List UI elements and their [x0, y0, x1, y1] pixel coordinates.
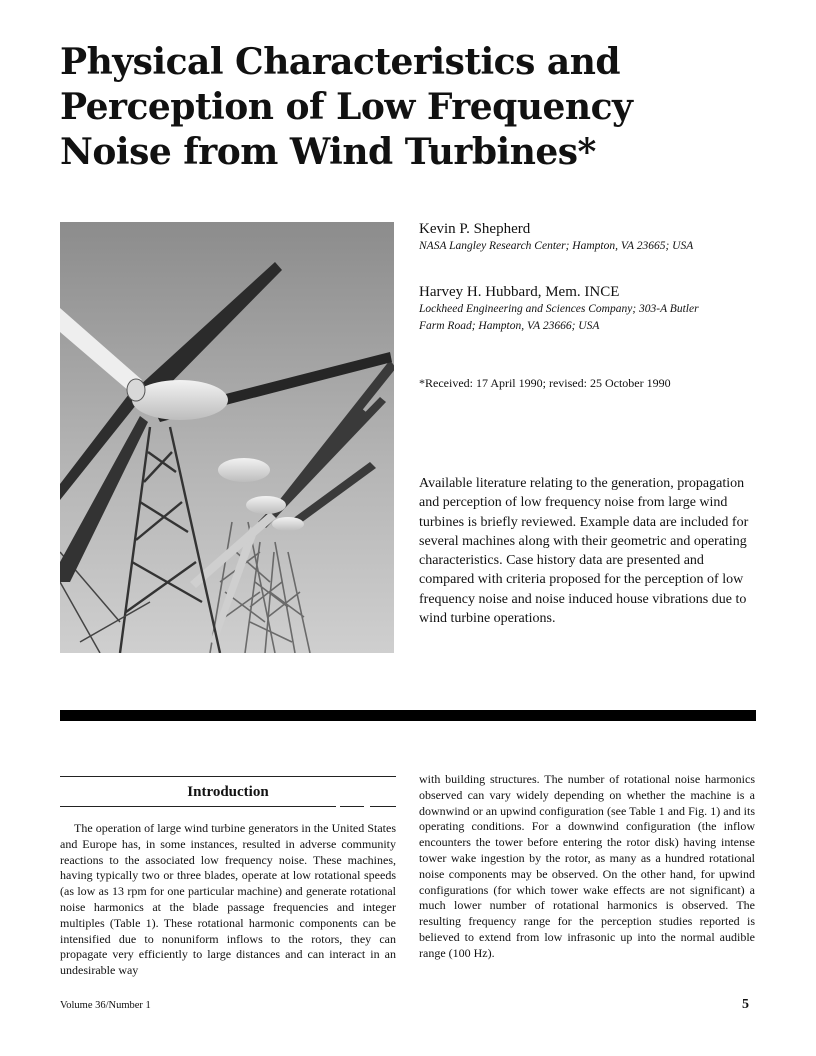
author-affiliation: Farm Road; Hampton, VA 23666; USA — [419, 320, 600, 332]
title-line: Noise from Wind Turbines* — [60, 131, 596, 173]
section-heading: Introduction — [187, 784, 269, 800]
article-title — [60, 40, 680, 175]
intro-paragraph-continued: with building structures. The number of rotational noise harmonics observed can vary widely depending on whether the machine is a downwind or an upwind configuration (see Table 1 and Fig. 1) and its operating conditions. For a downwind configuration (the inflow encounters the tower before entering the rotor disk) having intense tower wake ingestion by the rotor, as many as a hundred rotational noise components may be observed. On the other hand, for upwind configurations (for which tower wake effects are not significant) a much lower number of rotational harmonics is observed. The resulting frequency range for the perception studies reported is believed to extend from low infrasonic up into the normal audible range (100 Hz). — [419, 772, 755, 960]
heading-rule-bottom — [60, 806, 336, 807]
section-divider — [60, 710, 756, 721]
abstract: Available literature relating to the generation, propagation and perception of low frequency noise from large wind turbines is briefly reviewed. Example data are included for several machines along with their geometric and operating characteristics. Case history data are presented and compared with criteria proposed for the perception of low frequency noise and noise induced house vibrations due to wind turbine operations. — [419, 476, 749, 627]
received-note: *Received: 17 April 1990; revised: 25 October 1990 — [419, 376, 671, 390]
wind-turbine-photo — [60, 222, 394, 653]
author-affiliation: Lockheed Engineering and Sciences Company; 303-A Butler — [419, 303, 699, 315]
title-line: Physical Characteristics and — [60, 41, 621, 83]
heading-rule-bottom — [370, 806, 396, 807]
page-number: 5 — [742, 997, 749, 1012]
heading-rule-top — [60, 776, 396, 777]
author-name: Harvey H. Hubbard, Mem. INCE — [419, 284, 620, 300]
heading-rule-bottom — [340, 806, 364, 807]
journal-issue: Volume 36/Number 1 — [60, 1000, 151, 1011]
intro-paragraph: The operation of large wind turbine generators in the United States and Europe has, in some instances, resulted in adverse community reactions to the associated low frequency noise. These machines, having typically two or three blades, operate at low rotational speeds (as low as 13 rpm for one particular machine) and generate rotational noise harmonics at the blade passage frequencies and integer multiples (Table 1). These rotational harmonic components can be intensified due to nonuniform inflows to the rotors, they can propagate very efficiently to large distances and can interact in an undesirable way — [60, 821, 396, 978]
author-name: Kevin P. Shepherd — [419, 221, 531, 237]
author-affiliation: NASA Langley Research Center; Hampton, VA 23665; USA — [419, 240, 694, 252]
title-line: Perception of Low Frequency — [60, 86, 633, 128]
author-block — [419, 220, 759, 335]
